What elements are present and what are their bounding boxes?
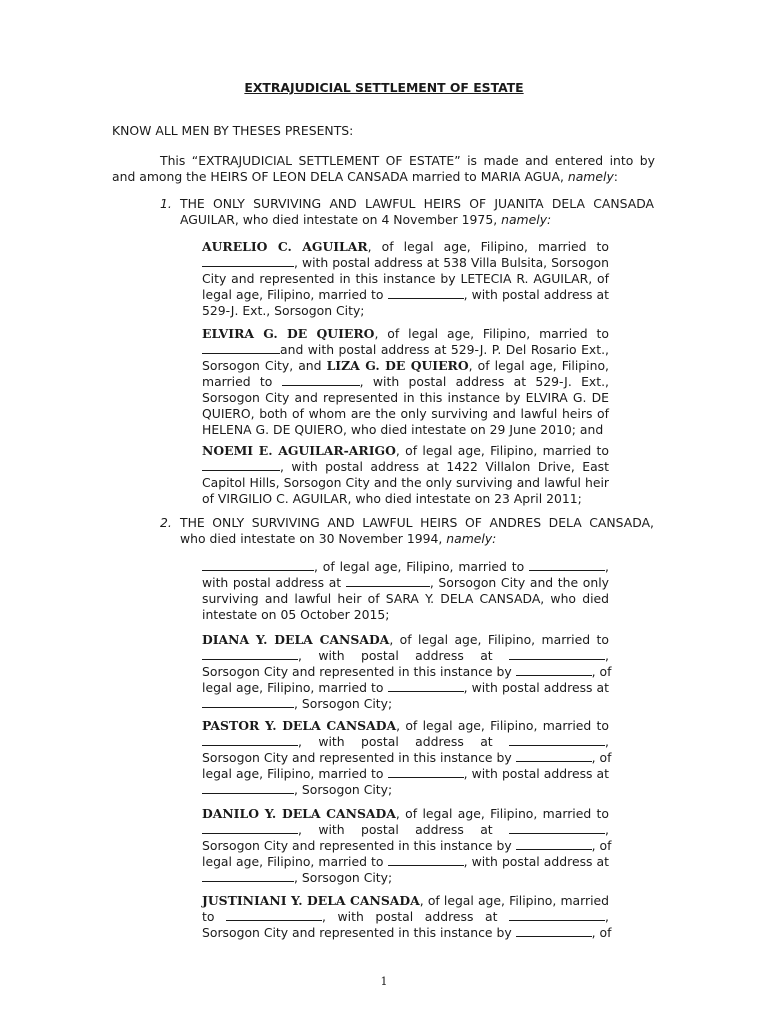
heir-noemi-paragraph: NOEMI E. AGUILAR-ARIGO, of legal age, Filipino, married to , with postal address at 1422 Villalon Drive, East Capitol Hills, Sorsogon City and the only surviving and lawful heir of VIRGILIO C. AGUILAR, who died intestate on 23 April 2011; bbox=[202, 443, 609, 506]
section-2-number: 2. bbox=[160, 515, 172, 530]
heir-name: JUSTINIANI Y. DELA CANSADA bbox=[202, 893, 420, 908]
page-number: 1 bbox=[380, 975, 388, 988]
heir-name: PASTOR Y. DELA CANSADA bbox=[202, 718, 397, 733]
heir-name: NOEMI E. AGUILAR-ARIGO bbox=[202, 443, 396, 458]
heir-name: AURELIO C. AGUILAR bbox=[202, 239, 368, 254]
heir-pastor-paragraph: PASTOR Y. DELA CANSADA, of legal age, Filipino, married to , with postal address at , Sorsogon City and represented in this instance by , of legal age, Filipino, married to , with postal address at , Sorsogon City; bbox=[202, 718, 612, 797]
document-title: EXTRAJUDICIAL SETTLEMENT OF ESTATE bbox=[244, 80, 524, 95]
section-1-line-1: THE ONLY SURVIVING AND LAWFUL HEIRS OF JUANITA DELA CANSADA bbox=[180, 196, 654, 211]
intro-line-1: This “EXTRAJUDICIAL SETTLEMENT OF ESTATE” is made and entered into by bbox=[160, 153, 655, 168]
heir-justiniani-paragraph: JUSTINIANI Y. DELA CANSADA, of legal age, Filipino, married to , with postal address at , Sorsogon City and represented in this instance by , of bbox=[202, 893, 612, 940]
heir-name: ELVIRA G. DE QUIERO bbox=[202, 326, 375, 341]
intro-line-2: and among the HEIRS OF LEON DELA CANSADA married to MARIA AGUA, namely: bbox=[112, 169, 618, 184]
heir-name: DANILO Y. DELA CANSADA bbox=[202, 806, 396, 821]
section-2-line-1: THE ONLY SURVIVING AND LAWFUL HEIRS OF ANDRES DELA CANSADA, bbox=[180, 515, 654, 530]
heir-name: DIANA Y. DELA CANSADA bbox=[202, 632, 390, 647]
heir-unnamed-paragraph: , of legal age, Filipino, married to , with postal address at , Sorsogon City and the only surviving and lawful heir of SARA Y. DELA CANSADA, who died intestate on 05 October 2015; bbox=[202, 559, 609, 622]
heir-elvira-paragraph: ELVIRA G. DE QUIERO, of legal age, Filipino, married to and with postal address at 529-J. P. Del Rosario Ext., Sorsogon City, and LIZA G. DE QUIERO, of legal age, Filipino, married to , with postal address at 529-J. Ext., Sorsogon City and represented in this instance by ELVIRA G. DE QUIERO, both of whom are the only surviving and lawful heirs of HELENA G. DE QUIERO, who died intestate on 29 June 2010; and bbox=[202, 326, 609, 437]
section-1-line-2: AGUILAR, who died intestate on 4 November 1975, namely: bbox=[180, 212, 552, 227]
heir-name: LIZA G. DE QUIERO bbox=[326, 358, 469, 373]
heir-diana-paragraph: DIANA Y. DELA CANSADA, of legal age, Filipino, married to , with postal address at , Sorsogon City and represented in this instance by , of legal age, Filipino, married to , with postal address at , Sorsogon City; bbox=[202, 632, 612, 711]
salutation: KNOW ALL MEN BY THESES PRESENTS: bbox=[112, 123, 354, 138]
heir-danilo-paragraph: DANILO Y. DELA CANSADA, of legal age, Filipino, married to , with postal address at , Sorsogon City and represented in this instance by , of legal age, Filipino, married to , with postal address at , Sorsogon City; bbox=[202, 806, 612, 885]
section-2-line-2: who died intestate on 30 November 1994, namely: bbox=[180, 531, 497, 546]
heir-aurelio-paragraph: AURELIO C. AGUILAR, of legal age, Filipino, married to , with postal address at 538 Villa Bulsita, Sorsogon City and represented in this instance by LETECIA R. AGUILAR, of legal age, Filipino, married to , with postal address at 529-J. Ext., Sorsogon City; bbox=[202, 239, 609, 318]
section-1-number: 1. bbox=[160, 196, 172, 211]
